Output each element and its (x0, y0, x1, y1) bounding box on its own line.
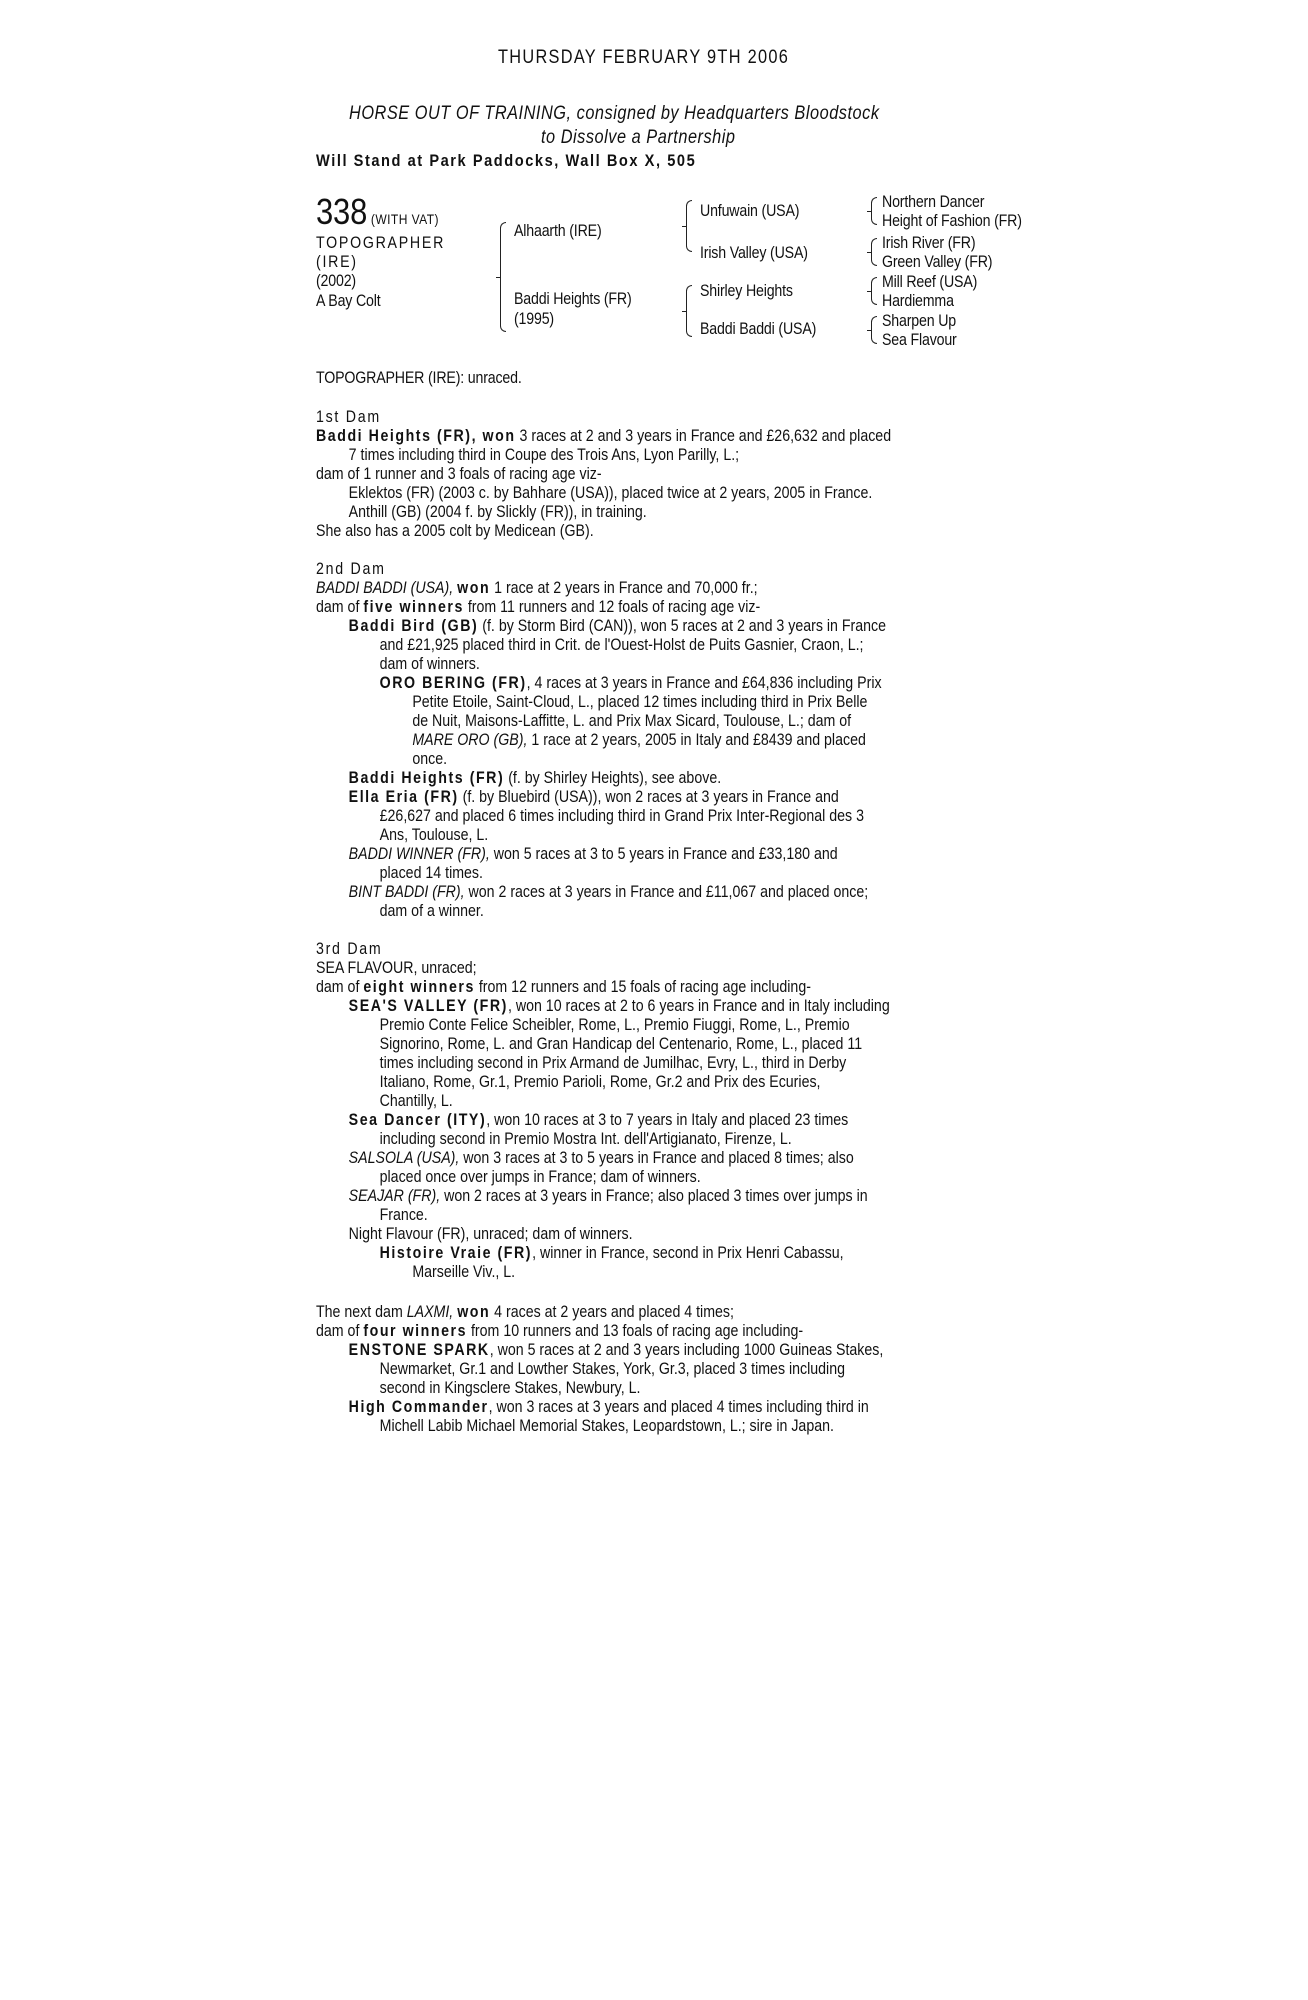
horse-name: TOPOGRAPHER (316, 234, 446, 252)
laxmi-record: 4 races at 2 years and placed 4 times; (490, 1303, 734, 1321)
seas-valley-name: SEA'S VALLEY (FR) (348, 997, 508, 1015)
next-dam-runners: from 10 runners and 13 foals of racing age including- (467, 1322, 804, 1340)
enstone-spark-line-3: second in Kingsclere Stakes, Newbury, L. (379, 1379, 641, 1397)
pedigree-brace-ds (871, 277, 877, 305)
consignment-line-2: to Dissolve a Partnership (541, 127, 736, 148)
baddi-winner-line-2: placed 14 times. (379, 864, 483, 882)
sea-dancer-name: Sea Dancer (ITY) (348, 1111, 487, 1129)
seajar-line-2: France. (379, 1206, 428, 1224)
ella-eria-record: (f. by Bluebird (USA)), won 2 races at 3 years in France and (458, 788, 839, 806)
bint-baddi-line-2: dam of a winner. (379, 902, 484, 920)
dam-sire: Shirley Heights (700, 282, 793, 300)
third-dam-runners: from 12 runners and 15 foals of racing age including- (474, 978, 811, 996)
oro-bering-line-2: Petite Etoile, Saint-Cloud, L., placed 12 times including third in Prix Belle (412, 693, 868, 711)
oro-bering-name: ORO BERING (FR) (379, 674, 527, 692)
laxmi-won: won (457, 1303, 491, 1321)
third-dam-winners: eight winners (363, 978, 475, 996)
histoire-vraie-name: Histoire Vraie (FR) (379, 1244, 533, 1262)
first-dam-line-2: 7 times including third in Coupe des Trois Ans, Lyon Parilly, L.; (348, 446, 740, 464)
dam-dam-dam: Sea Flavour (882, 331, 957, 349)
sire-sire: Unfuwain (USA) (700, 202, 800, 220)
sea-dancer-line-2: including second in Premio Mostra Int. dell'Artigianato, Firenze, L. (379, 1130, 792, 1148)
bint-baddi-name: BINT BADDI (FR), (348, 883, 465, 901)
second-dam-runners: from 11 runners and 12 foals of racing age viz- (463, 598, 761, 616)
pedigree-brace-main (500, 222, 506, 332)
second-dam-heading: 2nd Dam (316, 560, 386, 578)
seas-valley-line-3: Signorino, Rome, L. and Gran Handicap del Centenario, Rome, L., placed 11 (379, 1035, 863, 1053)
high-commander-name: High Commander (348, 1398, 489, 1416)
second-dam-section (316, 560, 979, 921)
baddi-winner-record: won 5 races at 3 to 5 years in France and £33,180 and (489, 845, 838, 863)
first-dam-name: Baddi Heights (FR) (316, 427, 472, 445)
next-dam-dam-of: dam of (316, 1322, 364, 1340)
salsola-record: won 3 races at 3 to 5 years in France and placed 8 times; also (459, 1149, 854, 1167)
baddi-heights-record: (f. by Shirley Heights), see above. (504, 769, 722, 787)
first-dam-heading: 1st Dam (316, 408, 381, 426)
race-record: TOPOGRAPHER (IRE): unraced. (316, 369, 522, 387)
first-dam-line-6: She also has a 2005 colt by Medicean (GB). (316, 522, 594, 540)
oro-bering-line-5: once. (412, 750, 448, 768)
next-dam-winners: four winners (363, 1322, 468, 1340)
sire-dam: Irish Valley (USA) (700, 244, 808, 262)
consignment-line-1: HORSE OUT OF TRAINING, consigned by Headquarters Bloodstock (349, 103, 880, 124)
first-dam-record: 3 races at 2 and 3 years in France and £26,632 and placed (515, 427, 892, 445)
salsola-name: SALSOLA (USA), (348, 1149, 460, 1167)
baddi-bird-line-3: dam of winners. (379, 655, 480, 673)
seas-valley-line-6: Chantilly, L. (379, 1092, 453, 1110)
sire-dam-sire: Irish River (FR) (882, 234, 976, 252)
seajar-record: won 2 races at 3 years in France; also placed 3 times over jumps in (440, 1187, 868, 1205)
night-flavour-line: Night Flavour (FR), unraced; dam of winners. (348, 1225, 633, 1243)
sea-dancer-record: , won 10 races at 3 to 7 years in Italy and placed 23 times (486, 1111, 849, 1129)
seas-valley-record: , won 10 races at 2 to 6 years in France and in Italy including (507, 997, 890, 1015)
enstone-spark-name: ENSTONE SPARK (348, 1341, 490, 1359)
ella-eria-line-2: £26,627 and placed 6 times including third in Grand Prix Inter-Regional des 3 (379, 807, 864, 825)
pedigree-brace-sd (871, 238, 877, 266)
third-dam-heading: 3rd Dam (316, 940, 383, 958)
oro-bering-line-3: de Nuit, Maisons-Laffitte, L. and Prix Max Sicard, Toulouse, L.; dam of (412, 712, 852, 730)
second-dam-won: won (457, 579, 491, 597)
high-commander-line-2: Michell Labib Michael Memorial Stakes, Leopardstown, L.; sire in Japan. (379, 1417, 834, 1435)
first-dam-won: , won (471, 427, 516, 445)
horse-description: A Bay Colt (316, 292, 381, 310)
foaling-year: (2002) (316, 272, 356, 290)
third-dam-dam-of: dam of (316, 978, 364, 996)
baddi-winner-name: BADDI WINNER (FR), (348, 845, 490, 863)
vat-note: (WITH VAT) (370, 211, 439, 227)
baddi-bird-name: Baddi Bird (GB) (348, 617, 479, 635)
dam-dam-sire: Sharpen Up (882, 312, 957, 330)
second-dam-name: BADDI BADDI (USA), (316, 579, 454, 597)
second-dam-winners: five winners (363, 598, 464, 616)
second-dam-dam-of: dam of (316, 598, 364, 616)
second-dam-record: 1 race at 2 years in France and 70,000 fr.; (490, 579, 758, 597)
seajar-name: SEAJAR (FR), (348, 1187, 441, 1205)
oro-bering-record: , 4 races at 3 years in France and £64,836 including Prix (526, 674, 882, 692)
pedigree-brace-sire (686, 200, 692, 252)
first-dam-section (316, 408, 985, 541)
seas-valley-line-5: Italiano, Rome, Gr.1, Premio Parioli, Rome, Gr.2 and Prix des Ecuries, (379, 1073, 821, 1091)
first-dam-progeny-1: Eklektos (FR) (2003 c. by Bahhare (USA)), placed twice at 2 years, 2005 in France. (348, 484, 873, 502)
baddi-heights-name: Baddi Heights (FR) (348, 769, 505, 787)
lot-number: 338 (316, 191, 368, 232)
enstone-spark-record: , won 5 races at 2 and 3 years including 1000 Guineas Stakes, (489, 1341, 884, 1359)
sire-dam-dam: Green Valley (FR) (882, 253, 993, 271)
pedigree-brace-dd (871, 316, 877, 344)
dam-year: (1995) (514, 310, 554, 328)
baddi-bird-record: (f. by Storm Bird (CAN)), won 5 races at 2 and 3 years in France (478, 617, 887, 635)
next-dam-intro: The next dam (316, 1303, 407, 1321)
dam-sire-sire: Mill Reef (USA) (882, 273, 978, 291)
bint-baddi-record: won 2 races at 3 years in France and £11,067 and placed once; (464, 883, 869, 901)
first-dam-line-3: dam of 1 runner and 3 foals of racing age viz- (316, 465, 602, 483)
baddi-bird-line-2: and £21,925 placed third in Crit. de l'Ouest-Holst de Puits Gasnier, Craon, L.; (379, 636, 864, 654)
enstone-spark-line-2: Newmarket, Gr.1 and Lowther Stakes, York, Gr.3, placed 3 times including (379, 1360, 845, 1378)
mare-oro-record: 1 race at 2 years, 2005 in Italy and £8439 and placed (527, 731, 866, 749)
salsola-line-2: placed once over jumps in France; dam of winners. (379, 1168, 701, 1186)
next-dam-section (316, 1303, 976, 1436)
laxmi-name: LAXMI, (406, 1303, 454, 1321)
horse-suffix: (IRE) (316, 253, 358, 271)
first-dam-progeny-2: Anthill (GB) (2004 f. by Slickly (FR)), in training. (348, 503, 647, 521)
high-commander-record: , won 3 races at 3 years and placed 4 times including third in (488, 1398, 869, 1416)
dam-name: Baddi Heights (FR) (514, 290, 632, 308)
histoire-vraie-record: , winner in France, second in Prix Henri Cabassu, (532, 1244, 844, 1262)
dam-sire-dam: Hardiemma (882, 292, 954, 310)
pedigree-brace-dam (686, 285, 692, 337)
ella-eria-name: Ella Eria (FR) (348, 788, 459, 806)
sire-name: Alhaarth (IRE) (514, 222, 602, 240)
histoire-vraie-line-2: Marseille Viv., L. (412, 1263, 516, 1281)
sire-sire-sire: Northern Dancer (882, 193, 985, 211)
third-dam-line-1: SEA FLAVOUR, unraced; (316, 959, 477, 977)
seas-valley-line-2: Premio Conte Felice Scheibler, Rome, L., Premio Fiuggi, Rome, L., Premio (379, 1016, 850, 1034)
seas-valley-line-4: times including second in Prix Armand de Jumilhac, Evry, L., third in Derby (379, 1054, 847, 1072)
stand-location: Will Stand at Park Paddocks, Wall Box X, 505 (316, 151, 697, 170)
lot-number-line (316, 191, 439, 232)
mare-oro-name: MARE ORO (GB), (412, 731, 528, 749)
sale-date: THURSDAY FEBRUARY 9TH 2006 (498, 47, 790, 68)
third-dam-section (316, 940, 983, 1282)
pedigree-brace-ss (871, 197, 877, 225)
sire-sire-dam: Height of Fashion (FR) (882, 212, 1022, 230)
dam-dam: Baddi Baddi (USA) (700, 320, 817, 338)
ella-eria-line-3: Ans, Toulouse, L. (379, 826, 489, 844)
